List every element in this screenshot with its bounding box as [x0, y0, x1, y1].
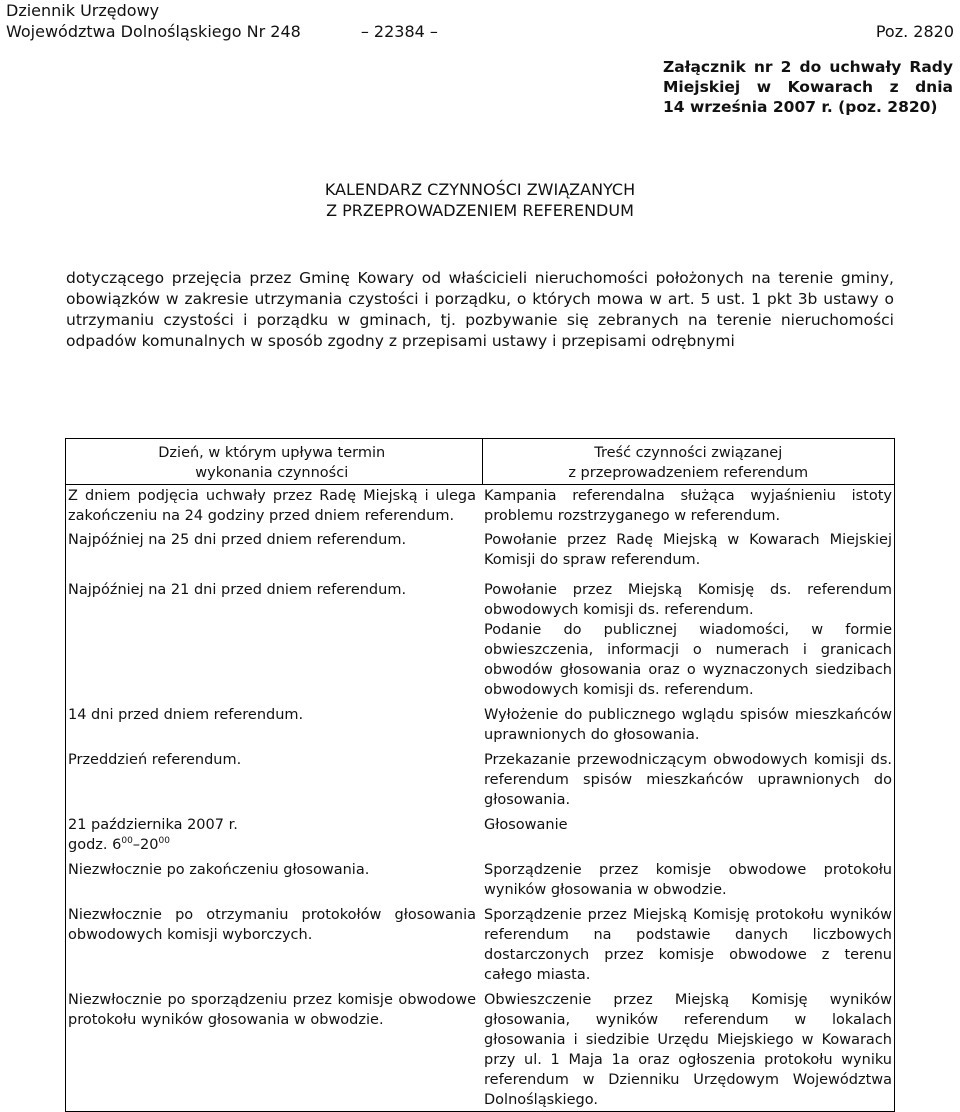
intro-paragraph: dotyczącego przejęcia przez Gminę Kowary od właścicieli nieruchomości położonych na terenie gminy, obowiązków w zakresie utrzymania czystości i porządku, o których mowa w art. 5 ust. 1 pkt 3b ustawy o utrzymaniu czystości i porządku w gminach, tj. pozbywanie się zebranych na terenie nieruchomości odpadów komunalnych w sposób zgodny z przepisami ustawy i przepisami odrębnymi: [66, 269, 894, 350]
table-row: [66, 856, 895, 901]
table-row: [66, 746, 895, 811]
row-when: Z dniem podjęcia uchwały przez Radę Miejską i ulega zakończeniu na 24 godziny przed dniem referendum.: [66, 485, 483, 528]
header-what-line-1: Treść czynności związanej: [594, 445, 783, 461]
row-what: [482, 856, 895, 901]
row-when: Niezwłocznie po sporządzeniu przez komisje obwodowe protokołu wyników głosowania w obwodzie.: [66, 986, 483, 1112]
position-number: Poz. 2820: [875, 22, 954, 41]
row-what-text: Podanie do publicznej wiadomości, w formie obwieszczenia, informacji o numerach i granicach obwodów głosowania oraz o wyznaczonych siedzibach obwodowych komisji ds. referendum.: [484, 622, 892, 698]
row-when: Niezwłocznie po otrzymaniu protokołów głosowania obwodowych komisji wyborczych.: [66, 901, 483, 986]
attachment-line-2: Miejskiej w Kowarach z dnia: [663, 78, 953, 96]
table-row: [66, 901, 895, 986]
header-what-line-2: z przeprowadzeniem referendum: [568, 465, 809, 481]
row-what-text: Obwieszczenie przez Miejską Komisję wyników głosowania, wyników referendum w lokalach głosowania i siedzibie Urzędu Miejskiego w Kowarach przy ul. 1 Maja 1a oraz ogłoszenia protokołu wyniku referendum w Dzienniku Urzędowym Województwa Dolnośląskiego.: [484, 992, 892, 1108]
row-what-text: Sporządzenie przez komisje obwodowe protokołu wyników głosowania w obwodzie.: [484, 862, 892, 898]
row-what-text: Powołanie przez Radę Miejską w Kowarach Miejskiej Komisji do spraw referendum.: [484, 532, 892, 568]
row-what: [482, 746, 895, 811]
row-when: Niezwłocznie po zakończeniu głosowania.: [66, 856, 483, 901]
row-when-time: godz. $6^{00}-20^{00}$: [68, 836, 170, 853]
row-when: 14 dni przed dniem referendum.: [66, 701, 483, 746]
attachment-line-1: Załącznik nr 2 do uchwały Rady: [663, 58, 953, 76]
table-row: [66, 571, 895, 701]
row-what: [482, 571, 895, 701]
table-row: [66, 485, 895, 528]
attachment-line-3: 14 września 2007 r. (poz. 2820): [663, 98, 938, 116]
row-what: [482, 811, 895, 856]
row-what-text: Przekazanie przewodniczącym obwodowych komisji ds. referendum spisów mieszkańców uprawnionych do głosowania.: [484, 752, 892, 808]
header-when-line-1: Dzień, w którym upływa termin: [158, 445, 386, 461]
document-title: [0, 179, 960, 221]
table-row: [66, 527, 895, 571]
row-what: [482, 986, 895, 1112]
schedule-table: [65, 438, 895, 1112]
table-header-row: [66, 439, 895, 485]
page-number: – 22384 –: [360, 22, 438, 41]
header-col-when: [66, 439, 483, 485]
title-line-1: KALENDARZ CZYNNOŚCI ZWIĄZANYCH: [324, 180, 636, 199]
row-what: [482, 527, 895, 571]
row-when: Najpóźniej na 21 dni przed dniem referendum.: [66, 571, 483, 701]
row-what: [482, 701, 895, 746]
row-what-text: Powołanie przez Miejską Komisję ds. referendum obwodowych komisji ds. referendum.: [484, 582, 892, 618]
row-what: [482, 901, 895, 986]
table-row: [66, 701, 895, 746]
table-row: [66, 811, 895, 856]
row-what-text: Sporządzenie przez Miejską Komisję protokołu wyników referendum na podstawie danych liczbowych dostarczonych przez komisje obwodowe z terenu całego miasta.: [484, 907, 892, 983]
row-when: [66, 811, 483, 856]
row-when-date: 21 października 2007 r.: [68, 817, 238, 833]
row-when: Przeddzień referendum.: [66, 746, 483, 811]
row-when: Najpóźniej na 25 dni przed dniem referendum.: [66, 527, 483, 571]
row-what-text: Wyłożenie do publicznego wglądu spisów mieszkańców uprawnionych do głosowania.: [484, 707, 892, 743]
table-row: [66, 986, 895, 1112]
journal-subtitle: Województwa Dolnośląskiego Nr 248: [6, 22, 301, 41]
row-what-text: Głosowanie: [484, 817, 568, 833]
journal-title: Dziennik Urzędowy: [6, 1, 160, 20]
header-row: [6, 21, 954, 42]
row-what-text: Kampania referendalna służąca wyjaśnieniu istoty problemu rozstrzyganego w referendum.: [484, 488, 892, 524]
header-col-what: [482, 439, 895, 485]
attachment-note: [663, 57, 953, 117]
row-what: [482, 485, 895, 528]
title-line-2: Z PRZEPROWADZENIEM REFERENDUM: [326, 201, 634, 220]
header-when-line-2: wykonania czynności: [195, 465, 349, 481]
page-header: [6, 0, 954, 42]
